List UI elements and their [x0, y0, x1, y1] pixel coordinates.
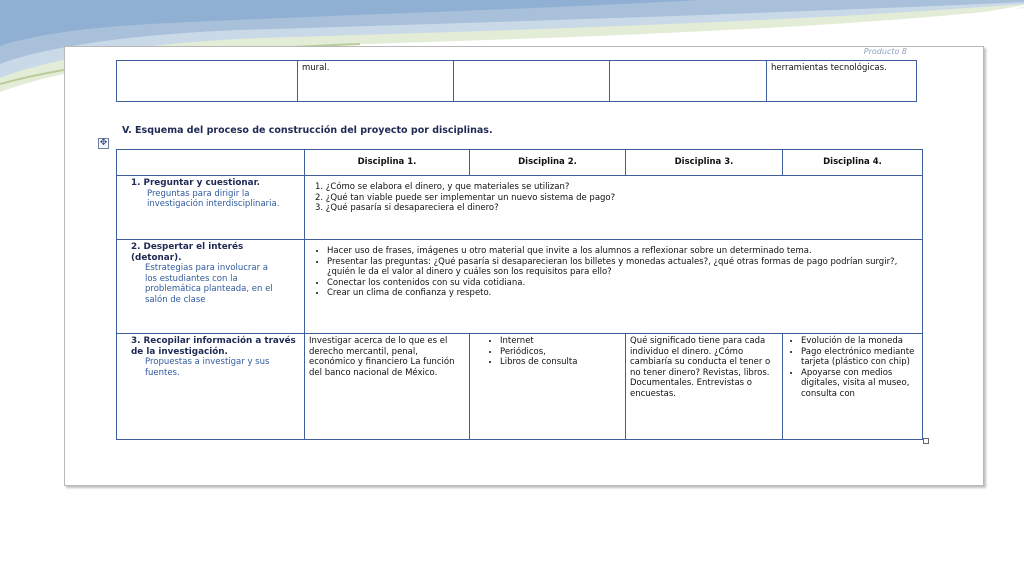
header-cell: Disciplina 3. [626, 150, 783, 176]
header-cell [117, 150, 305, 176]
table-cell: herramientas tecnológicas. [767, 61, 917, 102]
list-item: • Pago electrónico mediante tarjeta (plástico con chip) [801, 347, 918, 368]
stage-subtitle: Estrategias para involucrar a los estudiantes con la problemática planteada, en el salón de clase [145, 263, 273, 305]
previous-table-fragment [116, 60, 917, 102]
list-item: 2. ¿Qué tan viable puede ser implementar un nuevo sistema de pago? [315, 192, 616, 203]
list-item: • Periódicos, [500, 347, 621, 358]
document-page [64, 46, 984, 486]
list-item: • Presentar las preguntas: ¿Qué pasaría si desaparecieran los billetes y monedas actuales?, ¿qué otras formas de pago podrían surgir?, ¿quién le da el valor al dinero y cuáles son los requisitos para ello? [327, 257, 918, 278]
header-cell: Disciplina 4. [783, 150, 923, 176]
discipline-4-cell [783, 334, 923, 440]
table-row [117, 61, 917, 102]
process-table [116, 149, 923, 440]
list-item: • Internet [500, 336, 621, 347]
stage-cell [117, 176, 305, 240]
stage-content [305, 176, 923, 240]
table-cell [454, 61, 610, 102]
stage-cell [117, 334, 305, 440]
table-cell [610, 61, 767, 102]
table-cell [117, 61, 298, 102]
table-row [117, 240, 923, 334]
stage-subtitle: Propuestas a investigar y sus fuentes. [145, 357, 270, 378]
section-title: V. Esquema del proceso de construcción del proyecto por disciplinas. [122, 125, 493, 136]
table-row [117, 334, 923, 440]
table-cell: mural. [298, 61, 454, 102]
stage-cell [117, 240, 305, 334]
stage-subtitle: Preguntas para dirigir la investigación interdisciplinaria. [147, 188, 280, 210]
header-cell: Disciplina 2. [470, 150, 626, 176]
table-header-row [117, 150, 923, 176]
product-label: Producto 8 [863, 47, 907, 56]
discipline-3-cell: Qué significado tiene para cada individuo el dinero. ¿Cómo cambiaría su conducta el tener o no tener dinero? Revistas, libros. Documentales. Entrevistas o encuestas. [626, 334, 783, 440]
list-item: • Apoyarse con medios digitales, visita al museo, consulta con [801, 368, 918, 400]
stage-title: 3. Recopilar información a través de la investigación. [131, 336, 296, 357]
discipline-2-cell [470, 334, 626, 440]
list-item: • Libros de consulta [500, 357, 621, 368]
list-item: • Evolución de la moneda [801, 336, 918, 347]
table-move-handle-icon[interactable]: ✥ [99, 138, 108, 148]
list-item: • Conectar los contenidos con su vida cotidiana. [327, 278, 918, 289]
list-item: • Crear un clima de confianza y respeto. [327, 288, 918, 299]
stage-title: 2. Despertar el interés (detonar). [131, 242, 244, 263]
list-item: 1. ¿Cómo se elabora el dinero, y que materiales se utilizan? [315, 182, 570, 192]
table-resize-handle[interactable] [923, 438, 929, 444]
list-item: 3. ¿Qué pasaría si desapareciera el dinero? [315, 203, 499, 214]
list-item: • Hacer uso de frases, imágenes u otro material que invite a los alumnos a reflexionar sobre un determinado tema. [327, 246, 918, 257]
stage-content [305, 240, 923, 334]
stage-title: 1. Preguntar y cuestionar. [131, 178, 261, 188]
table-row [117, 176, 923, 240]
header-cell: Disciplina 1. [305, 150, 470, 176]
discipline-1-cell: Investigar acerca de lo que es el derecho mercantil, penal, económico y financiero La función del banco nacional de México. [305, 334, 470, 440]
